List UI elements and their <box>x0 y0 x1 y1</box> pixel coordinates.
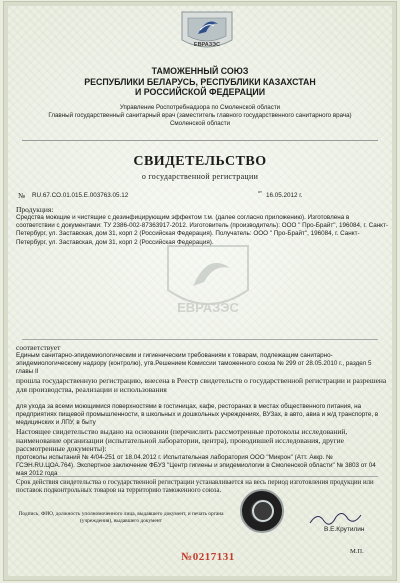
issuing-authority <box>24 104 376 128</box>
svg-text:ЕВРАЗЭС: ЕВРАЗЭС <box>177 300 239 315</box>
divider-line <box>22 476 378 477</box>
number-symbol: № <box>18 191 26 200</box>
product-label: Продукция: <box>16 205 54 214</box>
certificate-sheet <box>4 2 396 580</box>
authority-line: Смоленской области <box>169 120 231 127</box>
union-header <box>8 66 392 98</box>
validity-text: Срок действия свидетельства о государственной регистрации устанавливается на весь период изготовления продукции или поставок подконтрольных товаров на территорию таможенного союза. <box>16 479 374 494</box>
union-line: И РОССИЙСКОЙ ФЕДЕРАЦИИ <box>134 87 266 97</box>
issuance-basis-text: Настоящее свидетельство выдано на основании (перечислить рассмотренные протоколы исследований, наименование организации (испытательной лаборатории, центра), проводившей исследования, другие рассмотренные документы): <box>16 427 348 454</box>
registration-row <box>18 191 382 201</box>
protocols-text: протоколы испытаний № 4/04-251 от 18.04.2012 г. Испытательная лаборатория ООО "Микрон" (Атт. Аккр. № ГСЭН.RU.ЦОА.764). Экспертное заключение ФБУЗ "Центр гигиены и эпидемиологии в Смоленской области" № 3803 от 04 мая 2012 года <box>16 454 376 478</box>
usage-text: для ухода за всеми моющимися поверхностями в гостиницах, кафе, ресторанах в местах общественного питания, на предприятиях пищевой промышленности, в школьных и дошкольных учреждениях, ВУЗах, в авто, авиа и ж/д транспорте, в медицинских и ЛПУ, в быту <box>16 403 379 427</box>
registration-passed-text: прошла государственную регистрацию, внесена в Реестр свидетельств о государственной регистрации и разрешена для производства, реализации и использования <box>16 376 387 394</box>
hologram-seal-icon <box>240 489 284 533</box>
eurasec-watermark-icon <box>138 238 278 328</box>
divider-line <box>22 339 378 340</box>
eurasec-emblem-icon <box>178 10 236 54</box>
svg-text:ЕВРАЗЭС: ЕВРАЗЭС <box>193 42 221 48</box>
authority-line: Управление Роспотребнадзора по Смоленской области <box>119 104 281 111</box>
product-description: Средства моющие и чистящие с дезинфицирующим эффектом т.м. (далее согласно приложению). Изготовлена в соответствии с документами: ТУ 2386-002-87363917-2012. Изготовитель (производитель): ООО " Про-Брайт", 196084, г. Санкт-Петербург, ул. Заставская, дом 31, корп 2 (Российская Федерация). Получатель: ООО " Про-Брайт", 196084, г. Санкт-Петербург, ул. Заставская, дом 31, корп 2 (Российская Федерация). <box>16 214 388 246</box>
authority-line: Главный государственный санитарный врач (заместитель главного государственного санитарного врача) <box>48 112 352 119</box>
union-line: РЕСПУБЛИКИ БЕЛАРУСЬ, РЕСПУБЛИКИ КАЗАХСТАН <box>84 76 316 87</box>
authority-caption-rule <box>22 140 378 147</box>
registration-number: RU.67.CO.01.015.E.003763.05.12 <box>32 192 129 199</box>
stamp-place-mark: М.П. <box>350 548 364 555</box>
registration-date: 16.05.2012 г. <box>266 192 303 199</box>
signer-name: В.Е.Крутилин <box>324 526 365 533</box>
from-symbol: от <box>258 189 262 194</box>
signature-caption: Подпись, ФИО, должность уполномоченного лица, выдавшего документ, и печать органа (учреждения), выдавшего документ <box>18 511 224 524</box>
seal-ring <box>252 500 274 522</box>
compliance-text: Единым санитарно-эпидемиологическим и гигиеническим требованиям к товарам, подлежащим санитарно-эпидемиологическому надзору (контролю), утв.Решением Комиссии таможенного союза № 299 от 28.05.2010 г., раздел 5 главы II <box>16 352 372 376</box>
certificate-subtitle: о государственной регистрации <box>141 172 259 181</box>
compliance-label: соответствует <box>16 343 61 352</box>
certificate-title: СВИДЕТЕЛЬСТВО <box>133 154 267 169</box>
serial-number: №0217131 <box>181 551 235 563</box>
union-line: ТАМОЖЕННЫЙ СОЮЗ <box>151 66 249 76</box>
